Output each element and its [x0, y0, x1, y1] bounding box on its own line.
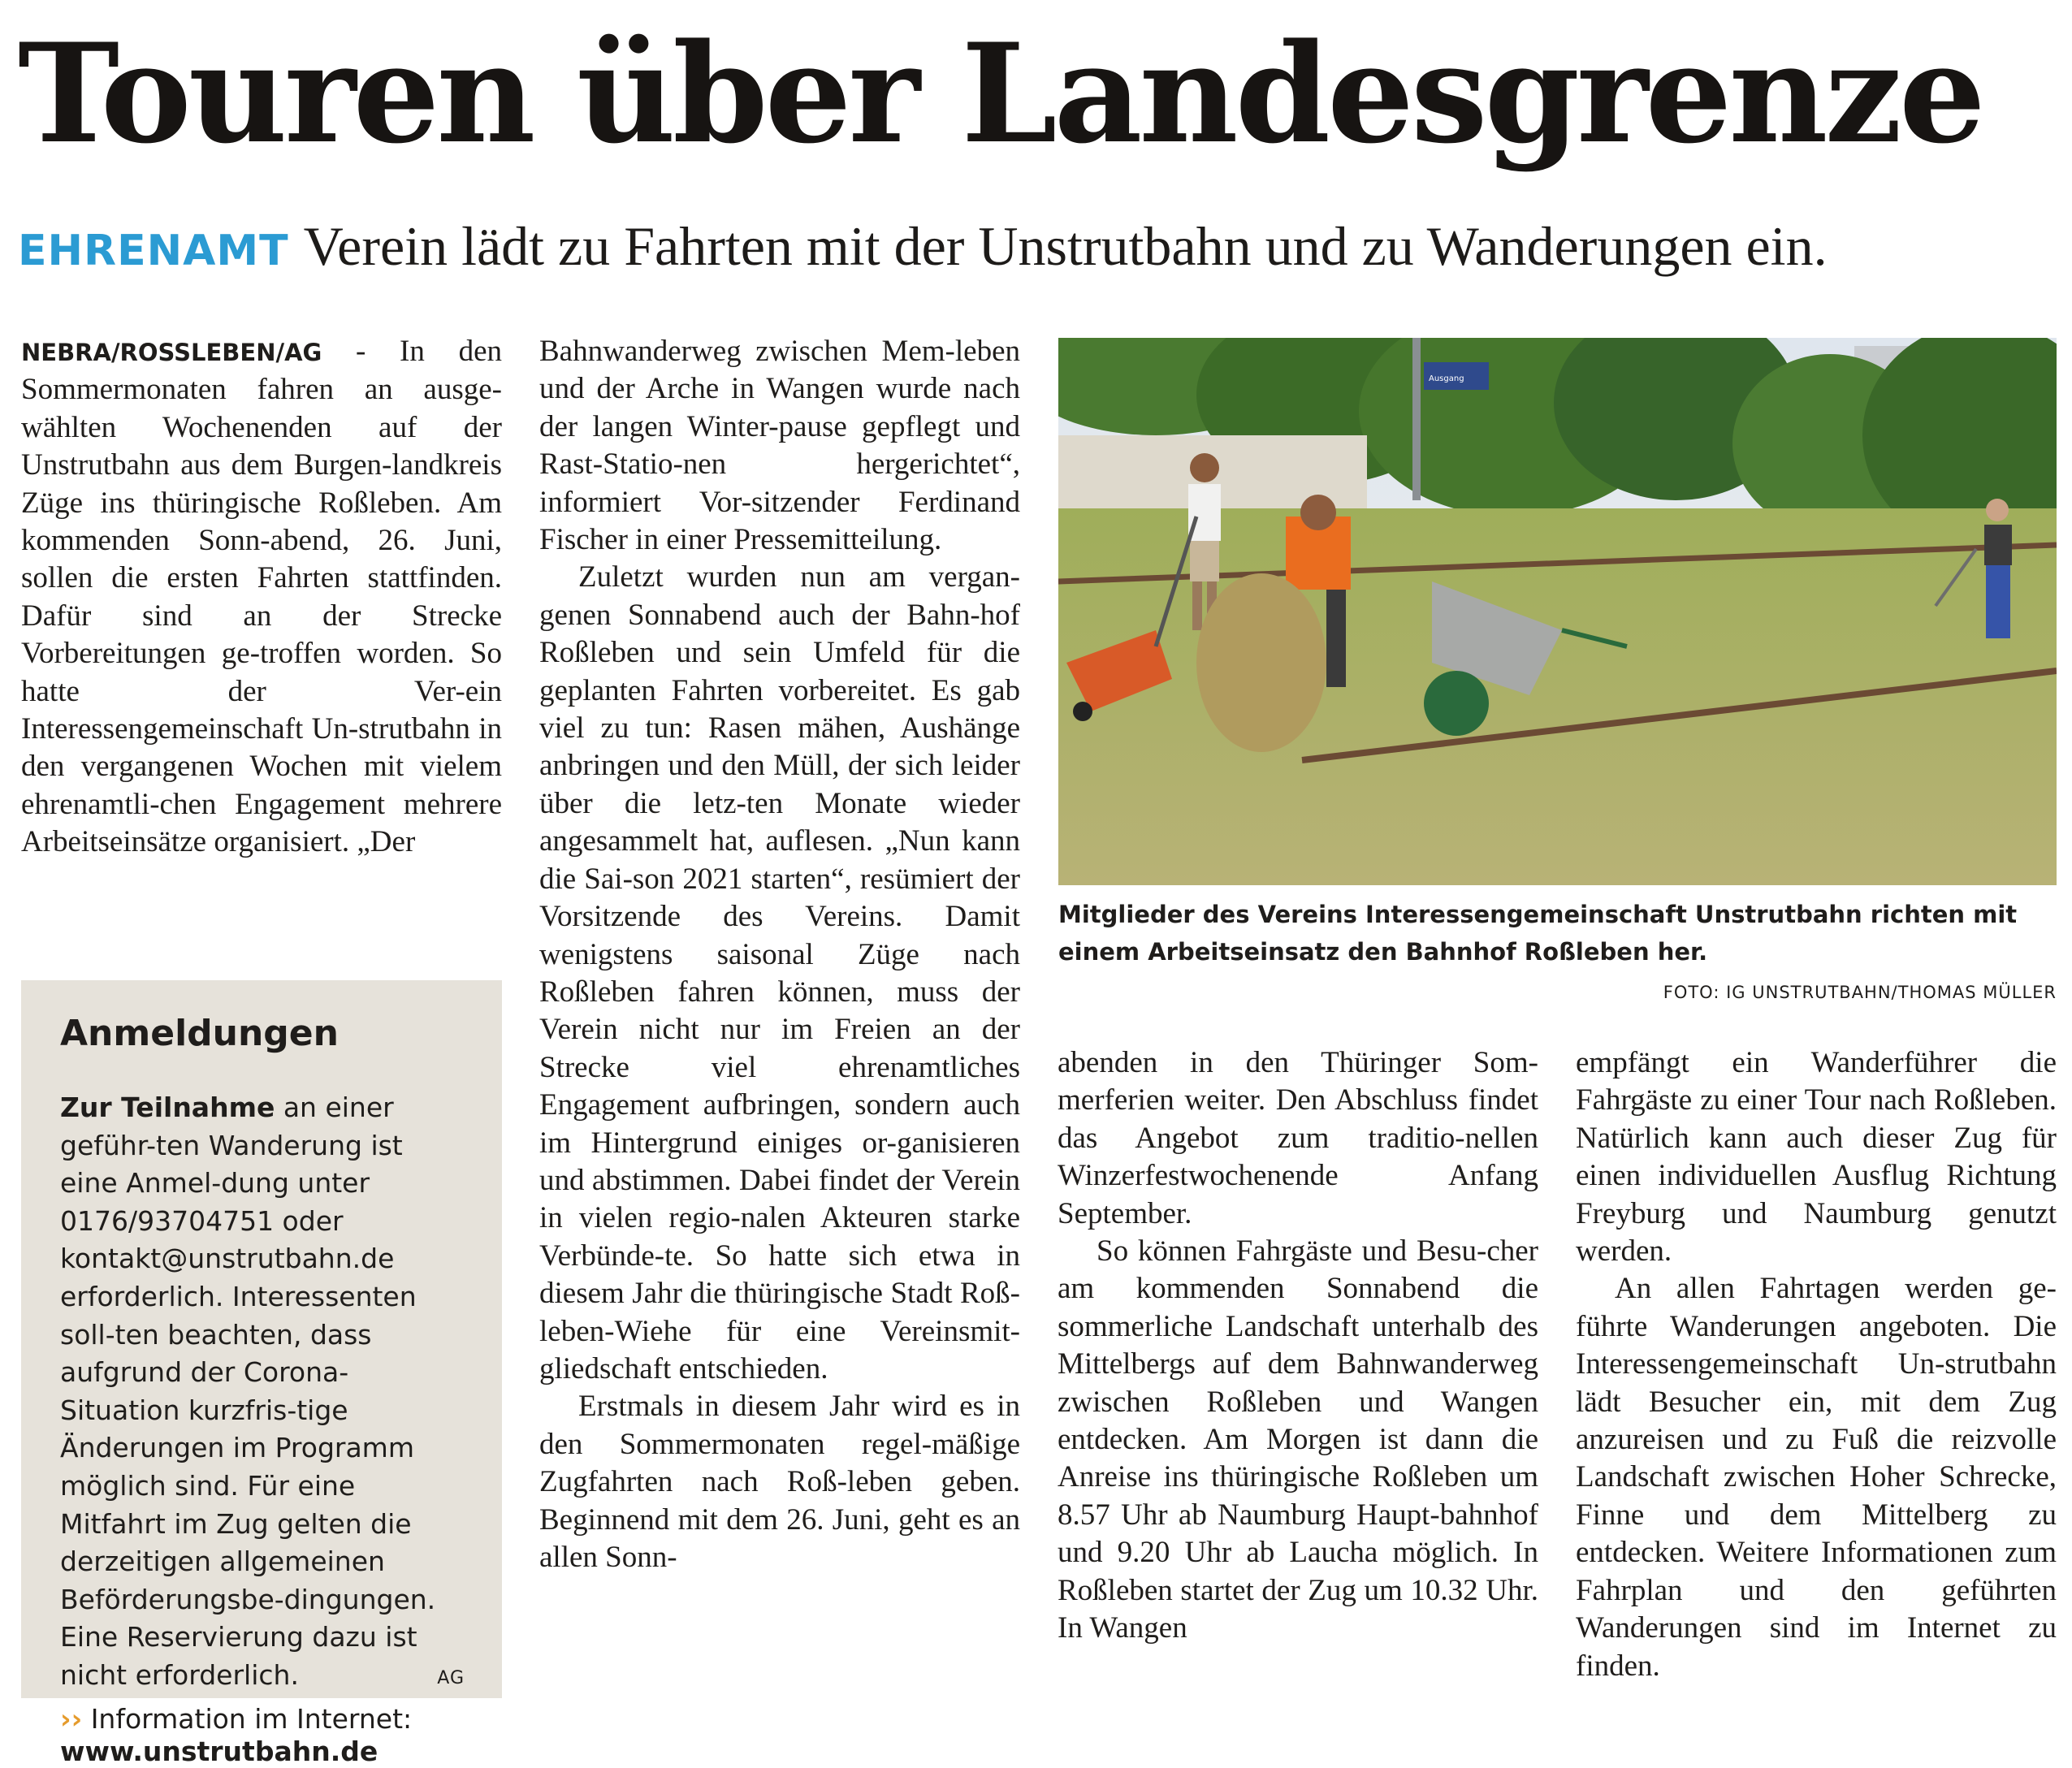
kicker-label: EHRENAMT: [18, 227, 289, 275]
article-paragraph: Erstmals in diesem Jahr wird es in den Sommermonaten regel-mäßige Zugfahrten nach Roß-leben geben. Beginnend mit dem 26. Juni, geht es an allen Sonn-: [539, 1390, 1020, 1574]
article-photo: [1058, 338, 2057, 885]
photo-hay-pile: [1196, 573, 1326, 752]
subheadline-text: Verein lädt zu Fahrten mit der Unstrutbahn und zu Wanderungen ein.: [303, 215, 1828, 277]
infobox-signature: AG: [437, 1667, 465, 1688]
caption-text: Mitglieder des Vereins Interessengemeinschaft Unstrutbahn richten mit einem Arbeitseinsatz den Bahnhof Roßleben her.: [1058, 901, 2018, 966]
double-chevron-right-icon: ››: [60, 1702, 83, 1735]
dateline: NEBRA/ROSSLEBEN/AG: [21, 339, 322, 366]
infobox-text: an einer geführ-ten Wanderung ist eine Anmel-dung unter 0176/93704751 oder kontakt@unstrutbahn.de erforderlich. Interessenten soll-ten beachten, dass aufgrund der Corona-Situation kurzfris-tige Änderungen im Programm möglich sind. Für eine Mitfahrt im Zug gelten die derzeitigen allgemeinen Beförderungsbe-dingungen. Eine Reservierung dazu ist nicht erforderlich.: [60, 1091, 436, 1691]
infobox-lead: Zur Teilnahme: [60, 1091, 275, 1123]
infobox-body: [60, 1089, 465, 1695]
photo-sign-text: Ausgang: [1429, 374, 1464, 383]
article-paragraph: Zuletzt wurden nun am vergan-genen Sonnabend auch der Bahn-hof Roßleben und sein Umfeld für die geplanten Fahrten vorbereitet. Es gab viel zu tun: Rasen mähen, Aushänge anbringen und den Müll, der sich leider über die letz-ten Monate wieder angesammelt hat, auflesen. „Nun kann die Sai-son 2021 starten“, resümiert der Vorsitzende des Vereins. Damit wenigstens saisonal Züge nach Roßleben fahren können, muss der Verein nicht nur im Freien an der Strecke viel ehrenamtliches Engagement aufbringen, sondern auch im Hintergrund einiges or-ganisieren und abstimmen. Dabei findet der Verein in vielen regio-nalen Akteuren starke Verbünde-te. So hatte sich etwa in diesem Jahr die thüringische Stadt Roß-leben-Wiehe für eine Vereinsmit-gliedschaft entschieden.: [539, 560, 1020, 1385]
infobox-link-label: Information im Internet:: [90, 1702, 413, 1735]
article-column-2: [539, 333, 1020, 1576]
article-column-4: [1576, 1044, 2057, 1685]
photo-caption: [1058, 896, 2057, 1011]
article-paragraph: An allen Fahrtagen werden ge-führte Wanderungen angeboten. Die Interessengemeinschaft Un-strutbahn lädt Besucher ein, mit dem Zug anzureisen und zu Fuß die reizvolle Landschaft zwischen Hoher Schrecke, Finne und dem Mittelberg zu entdecken. Weitere Informationen zum Fahrplan und den geführten Wanderungen sind im Internet zu finden.: [1576, 1272, 2057, 1683]
article-paragraph: So können Fahrgäste und Besu-cher am kommenden Sonnabend die sommerliche Landschaft unterhalb des Mittelbergs auf dem Bahnwanderweg zwischen Roßleben und Wangen entdecken. Am Morgen ist dann die Anreise ins thüringische Roßleben um 8.57 Uhr ab Naumburg Haupt-bahnhof und 9.20 Uhr ab Laucha möglich. In Roßleben startet der Zug um 10.32 Uhr. In Wangen: [1058, 1234, 1538, 1645]
subheadline: [18, 210, 2057, 287]
infobox-title: Anmeldungen: [60, 1013, 339, 1054]
paragraph-text: In den Sommermonaten fahren an ausge-wählten Wochenenden auf der Unstrutbahn aus dem Burgen-landkreis Züge ins thüringische Roßleben. Am kommenden Sonn-abend, 26. Juni, sollen die ersten Fahrten stattfinden. Dafür sind an der Strecke Vorbereitungen ge-troffen worden. So hatte der Ver-ein Interessengemeinschaft Un-strutbahn in den vergangenen Wochen mit vielem ehrenamtli-chen Engagement mehrere Arbeitseinsätze organisiert. „Der: [21, 335, 502, 859]
article-column-3: [1058, 1044, 1538, 1648]
article-paragraph: empfängt ein Wanderführer die Fahrgäste zu einer Tour nach Roßleben. Natürlich kann auch dieser Zug für einen individuellen Ausflug Richtung Freyburg und Naumburg genutzt werden.: [1576, 1046, 2057, 1269]
headline: Touren über Landesgrenze: [18, 13, 1983, 174]
photo-sign-pole: [1412, 338, 1421, 500]
article-paragraph: Bahnwanderweg zwischen Mem-leben und der Arche in Wangen wurde nach der langen Winter-pause gepflegt und Rast-Statio-nen hergerichtet“, informiert Vor-sitzender Ferdinand Fischer in einer Pressemitteilung.: [539, 335, 1020, 557]
infobox-url-link[interactable]: www.unstrutbahn.de: [60, 1735, 378, 1767]
registration-infobox: [21, 980, 502, 1767]
article-paragraph: [21, 333, 502, 862]
article-paragraph: abenden in den Thüringer Som-merferien weiter. Den Abschluss findet das Angebot zum traditio-nellen Winzerfestwochenende Anfang September.: [1058, 1046, 1538, 1230]
article-column-1: [21, 333, 502, 862]
dateline-separator: -: [322, 335, 400, 368]
photo-credit: FOTO: IG UNSTRUTBAHN/THOMAS MÜLLER: [1663, 983, 2057, 1002]
